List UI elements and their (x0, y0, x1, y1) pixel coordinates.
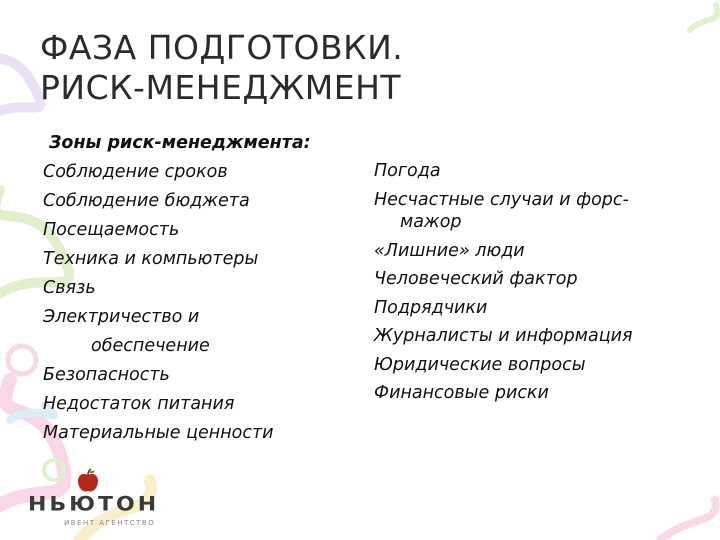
list-item: Техника и компьютеры (43, 249, 259, 269)
list-item: «Лишние» люди (374, 240, 525, 261)
list-item: Безопасность (43, 365, 170, 385)
list-item: Человеческий фактор (374, 269, 578, 289)
list-item: Юридические вопросы (374, 354, 586, 375)
list-item: Соблюдение сроков (43, 162, 228, 182)
list-item: Финансовые риски (374, 383, 549, 403)
list-heading: Зоны риск-менеджмента: (49, 133, 311, 153)
logo-subtitle: ИВЕНТ АГЕНТСТВО (64, 519, 156, 527)
newton-logo (24, 466, 160, 532)
title-line-2: РИСК-МЕНЕДЖМЕНТ (40, 68, 402, 107)
list-item: Электричество и (43, 307, 200, 327)
list-item: Журналисты и информация (374, 326, 633, 346)
title-line-1: ФАЗА ПОДГОТОВКИ. (40, 28, 404, 67)
list-item: Подрядчики (374, 297, 488, 318)
list-item: Недостаток питания (43, 394, 235, 414)
list-item: Соблюдение бюджета (43, 191, 250, 211)
list-item: Связь (43, 278, 96, 298)
apple-icon (76, 468, 100, 494)
risk-zones-right-list (374, 157, 694, 408)
risk-zones-left-list (43, 128, 353, 448)
logo-brand-text: НЬЮТОН (28, 493, 160, 516)
page-title (40, 28, 680, 108)
list-item-continuation: обеспечение (91, 336, 210, 356)
list-item-continuation: мажор (400, 212, 462, 232)
list-item: Материальные ценности (43, 423, 274, 443)
list-item: Погода (374, 161, 441, 181)
list-item: Посещаемость (43, 220, 180, 240)
list-item: Несчастные случаи и форс- (374, 189, 629, 210)
